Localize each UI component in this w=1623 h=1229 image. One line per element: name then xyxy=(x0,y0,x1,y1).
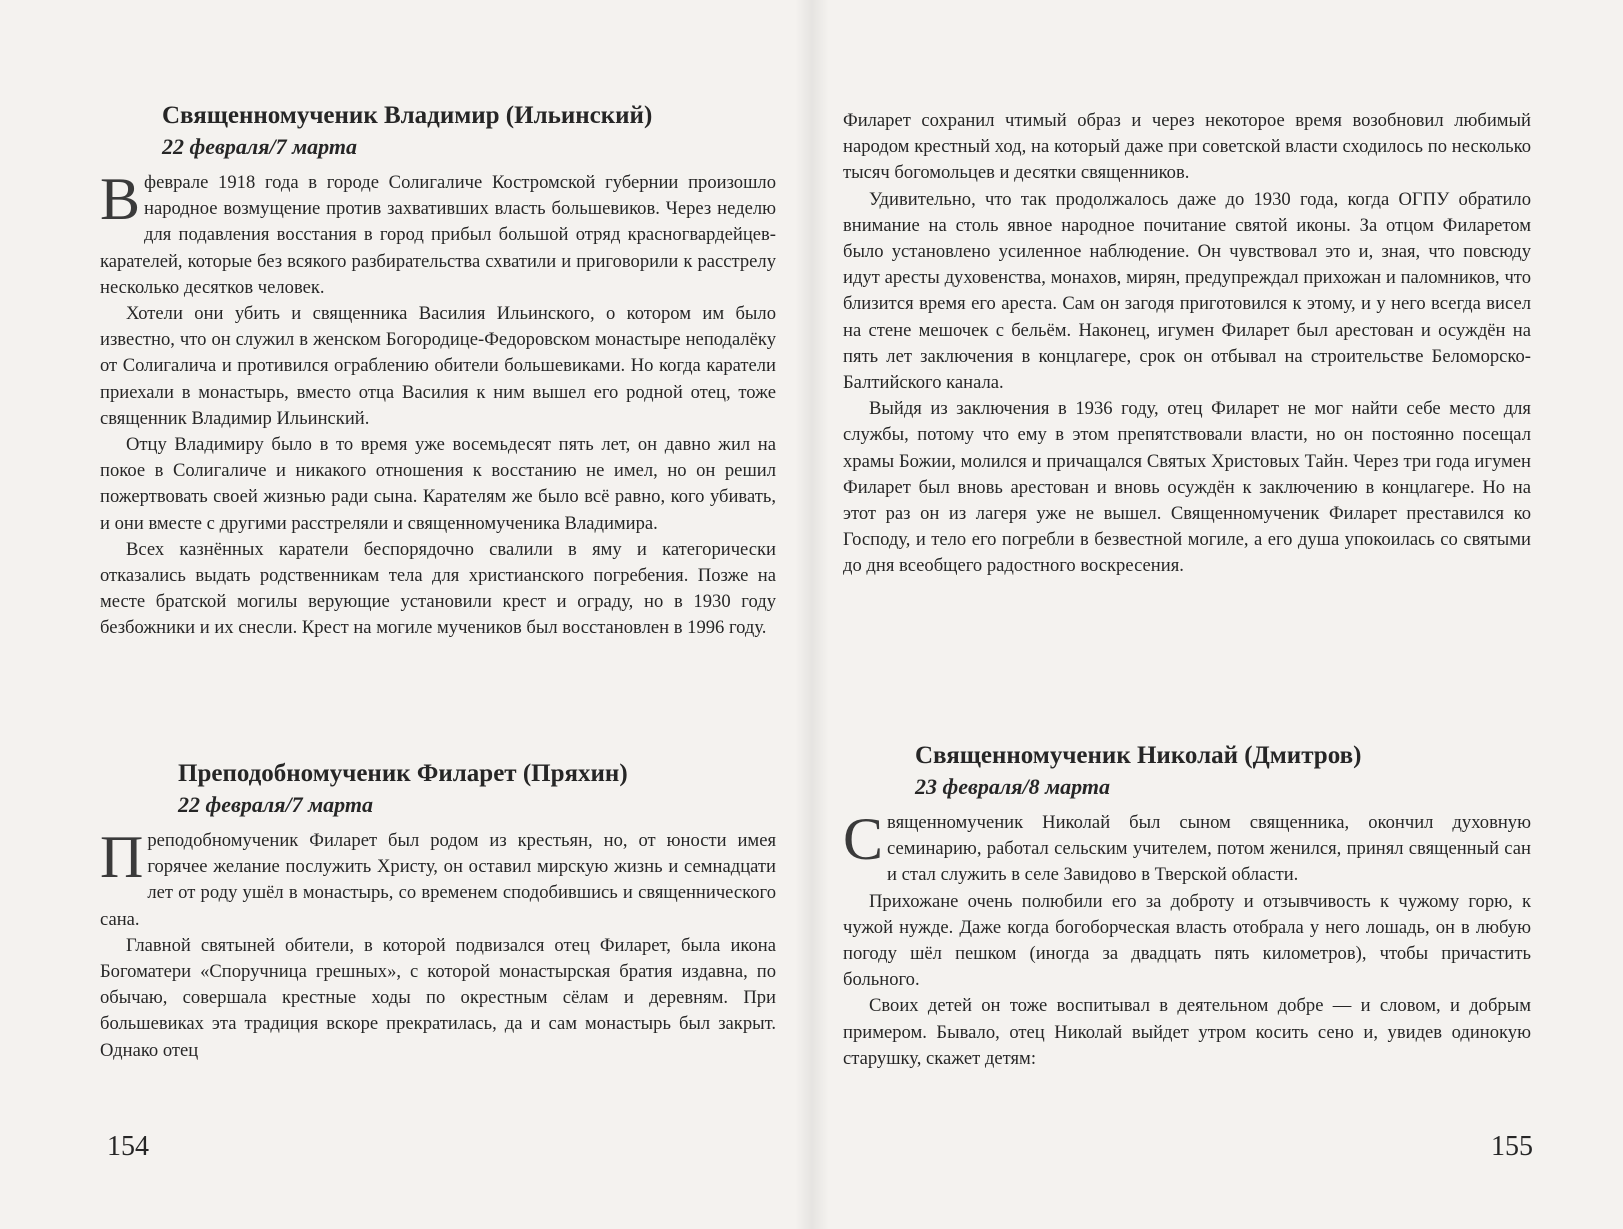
paragraph: Главной святыней обители, в которой подвизался отец Филарет, была икона Богоматери «Споручница грешных», с которой монастырская братия издавна, по обычаю, совершала крестные ходы по окрестным сёлам и деревням. При большевиках эта традиция вскоре прекратилась, да и сам монастырь был закрыт. Однако отец xyxy=(100,934,776,1061)
left-page xyxy=(0,0,811,1229)
right-continuation xyxy=(843,108,1531,580)
section-date: 22 февраля/7 марта xyxy=(178,792,373,817)
left-section-vladimir xyxy=(100,100,776,642)
drop-cap: П xyxy=(100,824,144,890)
drop-cap: С xyxy=(843,806,884,872)
paragraph: Филарет сохранил чтимый образ и через некоторое время возобновил любимый народом крестный ход, на который даже при советской власти сходилось по несколько тысяч богомольцев и десятки священников. xyxy=(843,110,1531,184)
paragraph: Всех казнённых каратели беспорядочно свалили в яму и категорически отказались выдать родственникам тела для христианского погребения. Позже на месте братской могилы верующие установили крест и ограду, но в 1930 году безбожники и их снесли. Крест на могиле мучеников был восстановлен в 1996 году. xyxy=(100,538,776,639)
section-date: 22 февраля/7 марта xyxy=(162,134,357,159)
paragraph: Отцу Владимиру было в то время уже восемьдесят пять лет, он давно жил на покое в Солигаличе и никакого отношения к восстанию не имел, но он решил пожертвовать своей жизнью ради сына. Карателям же было всё равно, кого убивать, и они вместе с другими расстреляли и священномученика Владимира. xyxy=(100,434,776,534)
section-heading: Священномученик Владимир (Ильинский) xyxy=(162,102,653,129)
paragraph: Хотели они убить и священника Василия Ильинского, о котором им было известно, что он служил в женском Богородице-Федоровском монастыре неподалёку от Солигалича и противился ограблению обители большевиками. Но когда каратели приехали в монастырь, вместо отца Василия к ним вышел его родной отец, тоже священник Владимир Ильинский. xyxy=(100,303,776,429)
drop-cap: В xyxy=(100,166,141,232)
page-number: 155 xyxy=(1491,1131,1533,1162)
paragraph: Преподобномученик Филарет был родом из крестьян, но, от юности имея горячее желание послужить Христу, он оставил мирскую жизнь и семнадцати лет от роду ушёл в монастырь, со временем сподобившись и священнического сана. xyxy=(100,824,776,930)
section-date: 23 февраля/8 марта xyxy=(915,774,1110,799)
left-section-filaret xyxy=(100,758,776,1064)
section-heading: Преподобномученик Филарет (Пряхин) xyxy=(178,760,628,787)
paragraph: Прихожане очень полюбили его за доброту и отзывчивость к чужому горю, к чужой нужде. Даже когда богоборческая власть отобрала у него лошадь, он в любую погоду шёл пешком (иногда за двадцать пять километров), чтобы причастить больного. xyxy=(843,890,1531,991)
paragraph: Вфеврале 1918 года в городе Солигаличе Костромской губернии произошло народное возмущение против захвативших власть большевиков. Через неделю для подавления восстания в город прибыл большой отряд красногвардейцев-карателей, которые без всякого разбирательства схватили и приговорили к расстрелу несколько десятков человек. xyxy=(100,166,776,298)
page-number: 154 xyxy=(107,1131,149,1162)
right-page xyxy=(811,0,1623,1229)
section-heading: Священномученик Николай (Дмитров) xyxy=(915,742,1362,769)
paragraph: Удивительно, что так продолжалось даже до 1930 года, когда ОГПУ обратило внимание на столь явное народное почитание святой иконы. За отцом Филаретом было установлено усиленное наблюдение. Он чувствовал это и, зная, что повсюду идут аресты духовенства, монахов, мирян, предупреждал прихожан и паломников, что близится время его ареста. Сам он загодя приготовился к этому, и у него всегда висел на стене мешочек с бельём. Наконец, игумен Филарет был арестован и осуждён на пять лет заключения в концлагере, срок он отбывал на строительстве Беломорско-Балтийского канала. xyxy=(843,188,1531,394)
paragraph: Выйдя из заключения в 1936 году, отец Филарет не мог найти себе место для службы, потому что ему в этом препятствовали власти, но он постоянно посещал храмы Божии, молился и причащался Святых Христовых Тайн. Через три года игумен Филарет был вновь арестован и вновь осуждён к заключению в концлагере. Но на этот раз он из лагеря уже не вышел. Священномученик Филарет преставился ко Господу, и тело его погребли в безвестной могиле, а его душа упокоилась со святыми до дня всеобщего радостного воскресения. xyxy=(843,398,1531,577)
right-section-nikolai xyxy=(843,740,1531,1072)
paragraph: Священномученик Николай был сыном священника, окончил духовную семинарию, работал сельским учителем, потом женился, принял священный сан и стал служить в селе Завидово в Тверской области. xyxy=(843,806,1531,886)
paragraph: Своих детей он тоже воспитывал в деятельном добре — и словом, и добрым примером. Бывало, отец Николай выйдет утром косить сено и, увидев одинокую старушку, скажет детям: xyxy=(843,995,1531,1069)
